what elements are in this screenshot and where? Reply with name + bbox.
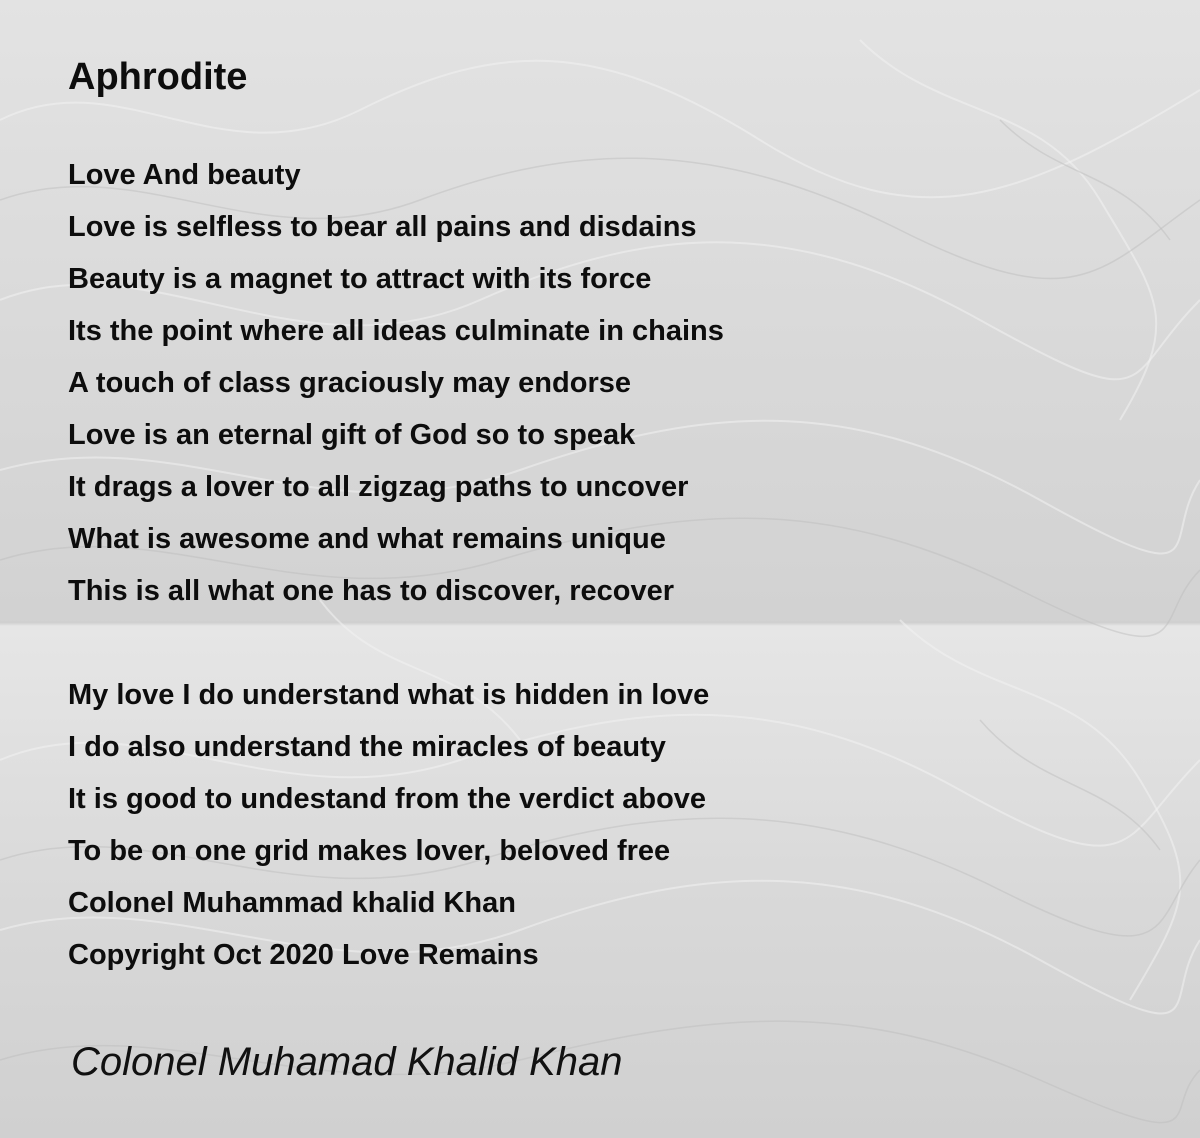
poem-line: Love And beauty [68,159,301,191]
stanza-2 [68,669,709,981]
poem-line: What is awesome and what remains unique [68,523,666,555]
poem-line: Beauty is a magnet to attract with its force [68,263,652,295]
poem-line: It is good to undestand from the verdict above [68,783,707,815]
poem-title: Aphrodite [68,56,248,98]
author-name: Colonel Muhamad Khalid Khan [71,1040,623,1084]
poem-line: This is all what one has to discover, recover [68,575,674,607]
poem-line: Love is selfless to bear all pains and disdains [68,211,697,243]
poem-line: Colonel Muhammad khalid Khan [68,887,516,919]
poem-line: To be on one grid makes lover, beloved free [68,835,671,867]
poem-line: I do also understand the miracles of beauty [68,731,666,763]
poem-line: Copyright Oct 2020 Love Remains [68,939,539,971]
poem-line: It drags a lover to all zigzag paths to uncover [68,471,689,503]
poem-line: Love is an eternal gift of God so to speak [68,419,636,451]
poem-line: My love I do understand what is hidden in love [68,679,710,711]
stanza-1 [68,149,724,617]
poem-line: Its the point where all ideas culminate in chains [68,315,724,347]
poem-line: A touch of class graciously may endorse [68,367,631,399]
